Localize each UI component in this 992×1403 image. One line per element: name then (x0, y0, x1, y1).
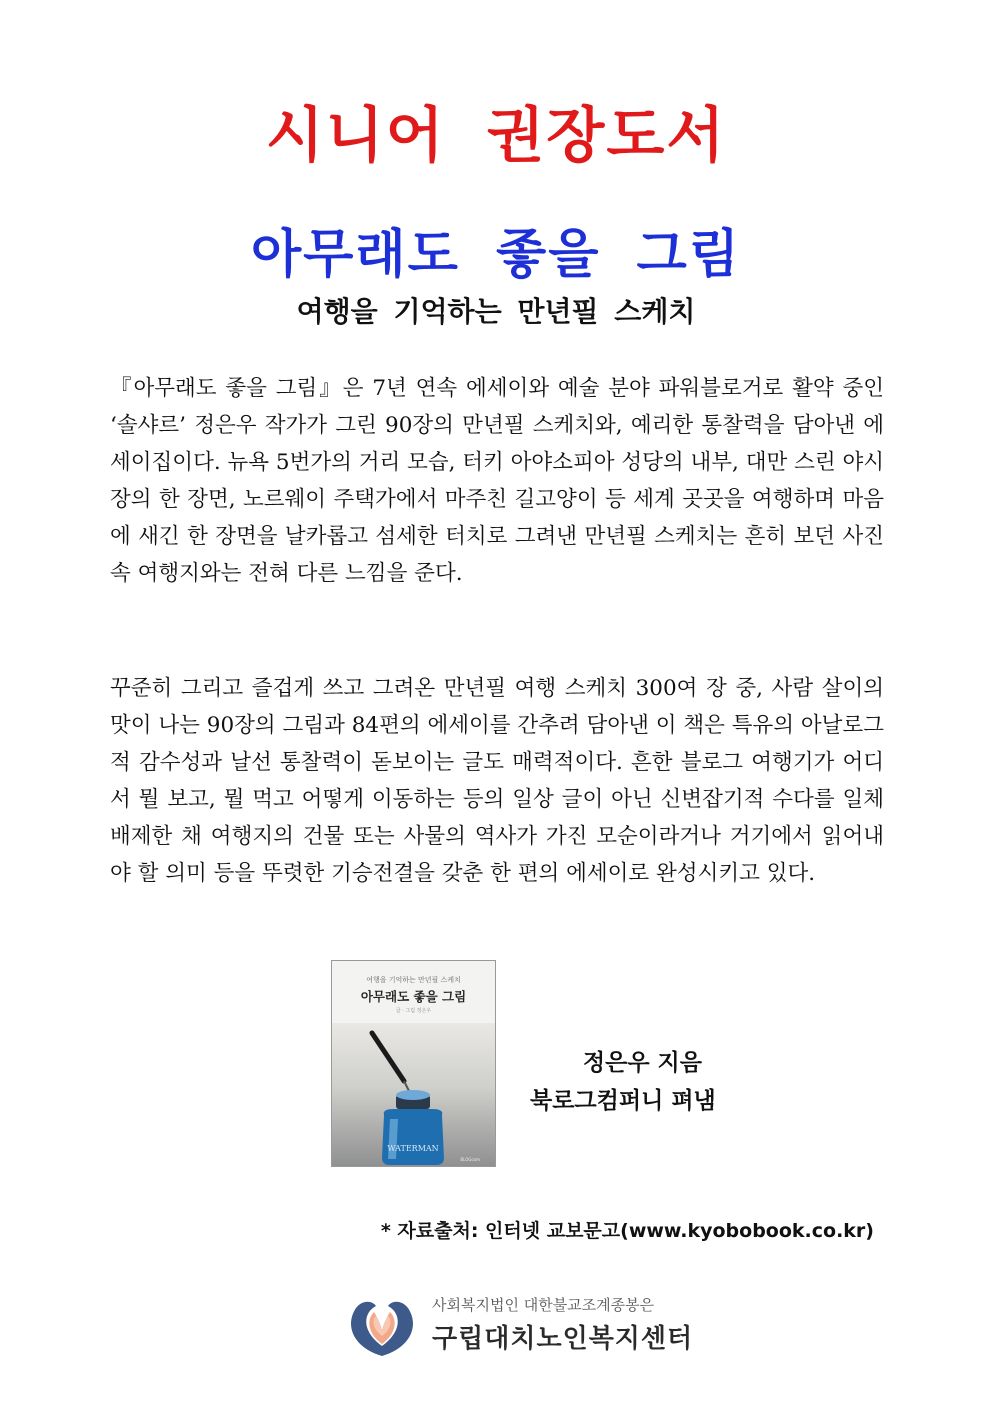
credit-publisher: 북로그컴퍼니 펴냄 (530, 1088, 716, 1114)
description-paragraph-1: 『아무래도 좋을 그림』은 7년 연속 에세이와 예술 분야 파워블로거로 활약 중인 ‘솔샤르’ 정은우 작가가 그린 90장의 만년필 스케치와, 예리한 통찰력을 담아낸 에세이집이다. 뉴욕 5번가의 거리 모습, 터키 아야소피아 성당의 내부, 대만 스린 야시장의 한 장면, 노르웨이 주택가에서 마주친 길고양이 등 세계 곳곳을 여행하며 마음에 새긴 한 장면을 날카롭고 섬세한 터치로 그려낸 만년필 스케치는 흔히 보던 사진 속 여행지와는 전혀 다른 느낌을 준다. (110, 376, 884, 586)
book-title: 아무래도 좋을 그림 (250, 225, 742, 285)
logo-name: 구립대치노인복지센터 (432, 1324, 694, 1354)
logo-subtitle: 사회복지법인 대한불교조계종봉은 (432, 1296, 655, 1314)
cover-publisher-mark: BLOGcom (460, 1157, 480, 1162)
credits (530, 1044, 730, 1120)
ink-bottle-pen-icon (332, 1023, 495, 1166)
book-subtitle: 여행을 기억하는 만년필 스케치 (296, 295, 696, 328)
cover-title-text: 아무래도 좋을 그림 (360, 989, 467, 1004)
lotus-logo-icon (342, 1290, 422, 1360)
book-cover-image (331, 960, 496, 1167)
page-heading: 시니어 권장도서 (265, 101, 727, 171)
source-note: * 자료출처: 인터넷 교보문고(www.kyobobook.co.kr) (380, 1220, 874, 1242)
center-logo (342, 1290, 694, 1360)
bottle-label: WATERMAN (387, 1144, 439, 1153)
cover-small-text: 여행을 기억하는 만년필 스케치 (366, 976, 461, 984)
cover-photo (332, 1023, 495, 1166)
description-paragraph-2: 꾸준히 그리고 즐겁게 쓰고 그려온 만년필 여행 스케치 300여 장 중, 사람 살이의 맛이 나는 90장의 그림과 84편의 에세이를 간추려 담아낸 이 책은 특유의 아날로그적 감수성과 날선 통찰력이 돋보이는 글도 매력적이다. 흔한 블로그 여행기가 어디서 뭘 보고, 뭘 먹고 어떻게 이동하는 등의 일상 글이 아닌 신변잡기적 수다를 일체 배제한 채 여행지의 건물 또는 사물의 역사가 가진 모순이라거나 거기에서 읽어내야 할 의미 등을 뚜렷한 기승전결을 갖춘 한 편의 에세이로 완성시키고 있다. (110, 676, 884, 886)
cover-author-text: 글 · 그림 정은우 (395, 1008, 432, 1014)
credit-author: 정은우 지음 (582, 1050, 702, 1076)
